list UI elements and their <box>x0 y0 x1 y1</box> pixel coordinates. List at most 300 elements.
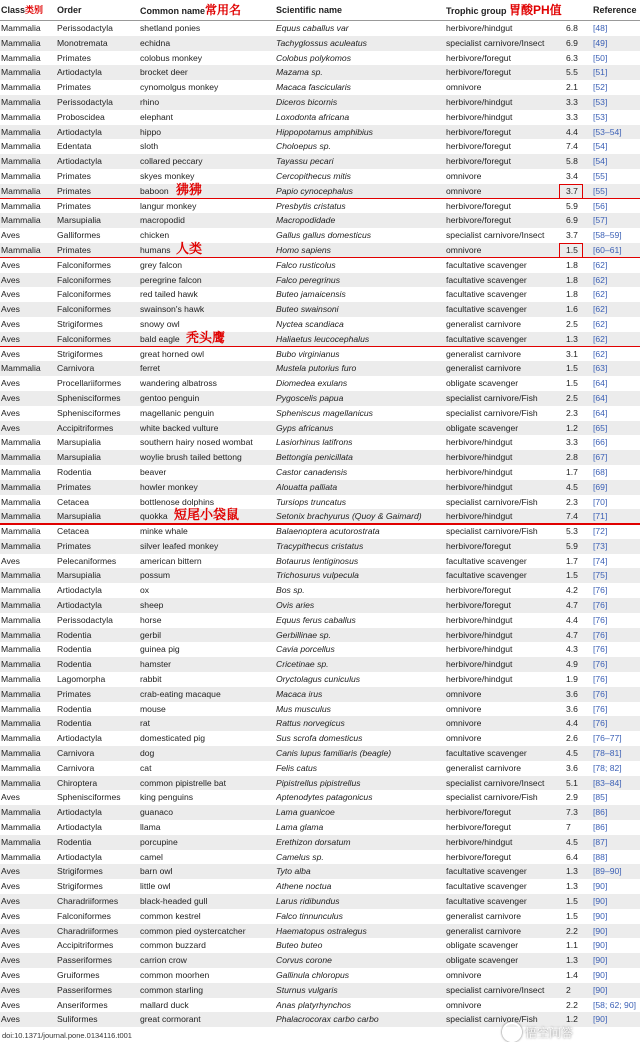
cell-ph: 1.8 <box>566 289 578 300</box>
cell-ph: 3.4 <box>566 170 578 181</box>
cell-common-name: woylie brush tailed bettong <box>140 452 242 463</box>
cell-ph: 1.5 <box>566 896 578 907</box>
cell-common-name: rabbit <box>140 674 162 685</box>
cell-reference[interactable]: [64] <box>593 392 608 403</box>
table-row <box>0 95 640 110</box>
table-row <box>0 302 640 317</box>
cell-reference[interactable]: [56] <box>593 200 608 211</box>
cell-reference[interactable]: [71] <box>593 511 608 522</box>
cell-scientific-name: Bos sp. <box>276 585 305 596</box>
cell-reference[interactable]: [57] <box>593 215 608 226</box>
cell-common-name: beaver <box>140 466 167 477</box>
table-row <box>0 435 640 450</box>
cell-reference[interactable]: [76] <box>593 614 608 625</box>
cell-ph: 6.9 <box>566 215 578 226</box>
cell-class: Aves <box>1 348 20 359</box>
cell-common-name: camel <box>140 851 163 862</box>
cell-order: Rodentia <box>57 629 92 640</box>
cell-class: Mammalia <box>1 141 41 152</box>
cell-trophic-group: facultative scavenger <box>446 748 527 759</box>
cell-order: Pelecaniformes <box>57 555 117 566</box>
cell-common-name: guinea pig <box>140 644 180 655</box>
cell-trophic-group: specialist carnivore/Fish <box>446 792 538 803</box>
cell-order: Accipitriformes <box>57 940 114 951</box>
cell-class: Mammalia <box>1 185 41 196</box>
cell-reference[interactable]: [83–84] <box>593 777 622 788</box>
cell-common-name: howler monkey <box>140 481 198 492</box>
cell-ph: 1.5 <box>566 910 578 921</box>
cell-reference[interactable]: [76] <box>593 644 608 655</box>
cell-reference[interactable]: [90] <box>593 984 608 995</box>
cell-class: Aves <box>1 970 20 980</box>
cell-common-name: sloth <box>140 141 159 152</box>
cell-class: Mammalia <box>1 644 41 655</box>
cell-reference[interactable]: [49] <box>593 37 608 48</box>
cell-reference[interactable]: [68] <box>593 466 608 477</box>
cell-class: Mammalia <box>1 748 41 759</box>
cell-reference[interactable]: [66] <box>593 437 608 448</box>
cell-scientific-name: Spheniscus magellanicus <box>276 407 373 418</box>
cell-reference[interactable]: [50] <box>593 52 608 63</box>
cell-common-name: llama <box>140 822 161 833</box>
cell-class: Aves <box>1 984 20 995</box>
cell-class: Mammalia <box>1 540 41 551</box>
cell-reference[interactable]: [55] <box>593 170 608 181</box>
cell-class: Mammalia <box>1 585 41 596</box>
cell-common-name: horse <box>140 614 162 625</box>
cell-scientific-name: Mazama sp. <box>276 67 323 78</box>
cell-ph: 6.9 <box>566 37 578 48</box>
cell-reference[interactable]: [51] <box>593 67 608 78</box>
cell-reference[interactable]: [72] <box>593 526 608 537</box>
cell-reference[interactable]: [55] <box>593 185 608 196</box>
cell-scientific-name: Macaca irus <box>276 688 323 699</box>
cell-trophic-group: omnivore <box>446 718 482 729</box>
cell-ph: 1.2 <box>566 1014 578 1025</box>
cell-trophic-group: herbivore/hindgut <box>446 466 513 477</box>
table-row <box>0 391 640 406</box>
cell-common-name: magellanic penguin <box>140 407 215 418</box>
cell-class: Mammalia <box>1 674 41 685</box>
cell-common-name: gerbil <box>140 629 162 640</box>
ph-annotation: 胃酸PH值 <box>509 3 562 17</box>
cell-order: Marsupialia <box>57 511 101 522</box>
cell-reference[interactable]: [76] <box>593 688 608 699</box>
cell-reference[interactable]: [89–90] <box>593 866 622 877</box>
cell-reference[interactable]: [52] <box>593 82 608 93</box>
cell-class: Mammalia <box>1 570 41 581</box>
cell-reference[interactable]: [76] <box>593 585 608 596</box>
cell-reference[interactable]: [65] <box>593 422 608 433</box>
cell-common-name: hamster <box>140 659 172 670</box>
cell-ph: 4.4 <box>566 126 578 137</box>
cell-reference[interactable]: [62] <box>593 274 608 285</box>
cell-reference[interactable]: [76] <box>593 659 608 670</box>
class-annotation: 类别 <box>25 5 44 15</box>
cell-reference[interactable]: [58–59] <box>593 230 622 241</box>
cell-ph: 6.4 <box>566 851 578 862</box>
cell-reference[interactable]: [62] <box>593 348 608 359</box>
cell-trophic-group: herbivore/hindgut <box>446 111 513 122</box>
table-row <box>0 51 640 66</box>
cell-order: Artiodactyla <box>57 822 102 833</box>
cell-class: Mammalia <box>1 481 41 492</box>
cell-order: Rodentia <box>57 836 92 847</box>
cell-common-name: ox <box>140 585 150 596</box>
cell-order: Suliformes <box>57 1014 98 1025</box>
cell-trophic-group: omnivore <box>446 970 482 980</box>
cell-common-name: collared peccary <box>140 156 203 167</box>
cell-reference[interactable]: [90] <box>593 940 608 951</box>
cell-trophic-group: facultative scavenger <box>446 304 527 315</box>
cell-reference[interactable]: [78–81] <box>593 748 622 759</box>
cell-reference[interactable]: [53] <box>593 111 608 122</box>
cell-common-name: white backed vulture <box>140 422 219 433</box>
cell-order: Marsupialia <box>57 215 101 226</box>
cell-scientific-name: Botaurus lentiginosus <box>276 555 359 566</box>
table-row <box>0 406 640 421</box>
cell-ph: 4.7 <box>566 600 578 611</box>
cell-order: Marsupialia <box>57 570 101 581</box>
cell-order: Primates <box>57 52 91 63</box>
cell-order: Primates <box>57 688 91 699</box>
cell-reference[interactable]: [64] <box>593 378 608 389</box>
cell-reference[interactable]: [86] <box>593 807 608 818</box>
table-row <box>0 672 640 687</box>
header-order: Order <box>57 5 82 15</box>
cell-trophic-group: herbivore/foregut <box>446 540 511 551</box>
cell-ph: 1.3 <box>566 866 578 877</box>
cell-trophic-group: herbivore/hindgut <box>446 437 513 448</box>
cell-common-name: rhino <box>140 96 160 107</box>
cell-class: Mammalia <box>1 659 41 670</box>
table-row <box>0 938 640 953</box>
cell-ph: 6.8 <box>566 23 578 33</box>
highlight-underline <box>0 198 640 200</box>
cell-trophic-group: generalist carnivore <box>446 363 521 374</box>
table-row <box>0 598 640 613</box>
cell-reference[interactable]: [67] <box>593 452 608 463</box>
cell-trophic-group: herbivore/hindgut <box>446 644 513 655</box>
cell-scientific-name: Bubo virginianus <box>276 348 340 359</box>
cell-trophic-group: generalist carnivore <box>446 762 521 773</box>
cell-scientific-name: Gallinula chloropus <box>276 970 350 980</box>
cell-reference[interactable]: [90] <box>593 881 608 892</box>
cell-common-name: skyes monkey <box>140 170 195 181</box>
cell-reference[interactable]: [90] <box>593 1014 608 1025</box>
table-row <box>0 642 640 657</box>
table-row <box>0 776 640 791</box>
table-row <box>0 80 640 95</box>
cell-order: Marsupialia <box>57 452 101 463</box>
cell-order: Falconiformes <box>57 259 111 270</box>
cell-class: Aves <box>1 1014 20 1025</box>
cell-common-name: great cormorant <box>140 1014 201 1025</box>
table-row <box>0 36 640 51</box>
cell-ph: 2.5 <box>566 318 578 329</box>
cell-reference[interactable]: [48] <box>593 23 608 33</box>
cell-scientific-name: Mus musculus <box>276 703 331 714</box>
cell-order: Artiodactyla <box>57 807 102 818</box>
cell-class: Aves <box>1 866 20 877</box>
cell-ph: 5.3 <box>566 526 578 537</box>
cell-reference[interactable]: [62] <box>593 304 608 315</box>
cell-scientific-name: Canis lupus familiaris (beagle) <box>276 748 392 759</box>
cell-scientific-name: Macaca fascicularis <box>276 82 351 93</box>
cell-common-name: baboon <box>140 185 169 196</box>
cell-scientific-name: Larus ridibundus <box>276 896 340 907</box>
cell-class: Mammalia <box>1 629 41 640</box>
cell-reference[interactable]: [74] <box>593 555 608 566</box>
cell-scientific-name: Sus scrofa domesticus <box>276 733 363 744</box>
cell-reference[interactable]: [76] <box>593 718 608 729</box>
cell-common-name: common moorhen <box>140 970 210 980</box>
cell-scientific-name: Balaenoptera acutorostrata <box>276 526 380 537</box>
table-row <box>0 583 640 598</box>
cell-trophic-group: omnivore <box>446 733 482 744</box>
cell-scientific-name: Buteo buteo <box>276 940 323 951</box>
cell-reference[interactable]: [53] <box>593 96 608 107</box>
cell-common-name: snowy owl <box>140 318 180 329</box>
ph-highlight-box <box>559 243 583 258</box>
cell-reference[interactable]: [54] <box>593 156 608 167</box>
cell-order: Artiodactyla <box>57 67 102 78</box>
cell-common-name: cat <box>140 762 152 773</box>
cell-order: Cetacea <box>57 526 90 537</box>
cell-reference[interactable]: [75] <box>593 570 608 581</box>
cell-ph: 1.1 <box>566 940 578 951</box>
cell-class: Mammalia <box>1 452 41 463</box>
table-row <box>0 746 640 761</box>
cell-scientific-name: Falco peregrinus <box>276 274 341 285</box>
cell-trophic-group: specialist carnivore/Fish <box>446 407 538 418</box>
cell-ph: 6.3 <box>566 52 578 63</box>
cell-class: Mammalia <box>1 496 41 507</box>
cell-reference[interactable]: [64] <box>593 407 608 418</box>
table-row <box>0 716 640 731</box>
table-row <box>0 835 640 850</box>
cell-trophic-group: facultative scavenger <box>446 333 527 344</box>
cell-reference[interactable]: [58; 62; 90] <box>593 999 637 1010</box>
cell-ph: 2.6 <box>566 733 578 744</box>
cell-common-name: sheep <box>140 600 164 611</box>
cell-class: Aves <box>1 940 20 951</box>
cell-class: Mammalia <box>1 52 41 63</box>
cell-common-name: common starling <box>140 984 204 995</box>
cell-trophic-group: specialist carnivore/Fish <box>446 392 538 403</box>
table-row <box>0 805 640 820</box>
table-row <box>0 909 640 924</box>
cell-trophic-group: specialist carnivore/Fish <box>446 1014 538 1025</box>
header-scientific-name: Scientific name <box>276 5 343 15</box>
cell-order: Rodentia <box>57 703 92 714</box>
cell-reference[interactable]: [53–54] <box>593 126 622 137</box>
cell-reference[interactable]: [73] <box>593 540 608 551</box>
cell-class: Mammalia <box>1 733 41 744</box>
cell-ph: 7 <box>566 822 571 833</box>
table-row <box>0 181 640 199</box>
cell-ph: 1.9 <box>566 674 578 685</box>
cell-scientific-name: Buteo swainsoni <box>276 304 339 315</box>
cell-ph: 4.7 <box>566 629 578 640</box>
table-row <box>0 213 640 228</box>
cell-class: Mammalia <box>1 718 41 729</box>
cell-common-name: ferret <box>140 363 161 374</box>
cell-common-name: mallard duck <box>140 999 189 1010</box>
cell-scientific-name: Cavia porcellus <box>276 644 335 655</box>
cell-trophic-group: herbivore/hindgut <box>446 629 513 640</box>
table-row <box>0 568 640 583</box>
annotation-baboon: 狒狒 <box>176 181 203 197</box>
cell-scientific-name: Cercopithecus mitis <box>276 170 351 181</box>
cell-reference[interactable]: [76] <box>593 703 608 714</box>
cell-ph: 4.5 <box>566 481 578 492</box>
table-row <box>0 894 640 909</box>
cell-class: Mammalia <box>1 111 41 122</box>
cell-reference[interactable]: [54] <box>593 141 608 152</box>
cell-scientific-name: Bettongia penicillata <box>276 452 353 463</box>
table-row <box>0 495 640 510</box>
cell-order: Chiroptera <box>57 777 98 788</box>
cell-ph: 4.5 <box>566 748 578 759</box>
cell-order: Sphenisciformes <box>57 407 121 418</box>
cell-common-name: crab-eating macaque <box>140 688 221 699</box>
cell-order: Strigiformes <box>57 318 103 329</box>
cell-common-name: little owl <box>140 881 171 892</box>
cell-ph: 3.3 <box>566 437 578 448</box>
cell-class: Aves <box>1 318 20 329</box>
cell-trophic-group: facultative scavenger <box>446 274 527 285</box>
cell-reference[interactable]: [90] <box>593 955 608 966</box>
cell-ph: 1.3 <box>566 333 578 344</box>
cell-order: Primates <box>57 481 91 492</box>
cell-order: Artiodactyla <box>57 585 102 596</box>
cell-reference[interactable]: [76] <box>593 600 608 611</box>
table-row <box>0 687 640 702</box>
cell-reference[interactable]: [90] <box>593 910 608 921</box>
cell-common-name: peregrine falcon <box>140 274 202 285</box>
cell-order: Rodentia <box>57 644 92 655</box>
cell-common-name: cynomolgus monkey <box>140 82 219 93</box>
table-row <box>0 21 640 36</box>
cell-trophic-group: facultative scavenger <box>446 555 527 566</box>
cell-common-name: brocket deer <box>140 67 188 78</box>
cell-ph: 4.2 <box>566 585 578 596</box>
cell-ph: 4.3 <box>566 644 578 655</box>
cell-class: Mammalia <box>1 614 41 625</box>
cell-order: Accipitriformes <box>57 422 114 433</box>
cell-trophic-group: omnivore <box>446 82 482 93</box>
cell-class: Aves <box>1 274 20 285</box>
table-row <box>0 228 640 243</box>
cell-ph: 3.7 <box>566 185 578 196</box>
cell-reference[interactable]: [85] <box>593 792 608 803</box>
cell-order: Perissodactyla <box>57 96 113 107</box>
cell-scientific-name: Equus caballus var <box>276 23 349 33</box>
cell-scientific-name: Trichosurus vulpecula <box>276 570 359 581</box>
cell-scientific-name: Haliaetus leucocephalus <box>276 333 370 344</box>
cell-reference[interactable]: [87] <box>593 836 608 847</box>
cell-reference[interactable]: [88] <box>593 851 608 862</box>
cell-class: Aves <box>1 555 20 566</box>
table-row <box>0 953 640 968</box>
cell-scientific-name: Setonix brachyurus (Quoy & Gaimard) <box>276 511 422 522</box>
cell-trophic-group: omnivore <box>446 170 482 181</box>
cell-reference[interactable]: [86] <box>593 822 608 833</box>
table-row <box>0 169 640 184</box>
cell-ph: 1.5 <box>566 363 578 374</box>
doi-footer: doi:10.1371/journal.pone.0134116.t001 <box>2 1031 132 1040</box>
cell-order: Lagomorpha <box>57 674 106 685</box>
cell-reference[interactable]: [62] <box>593 333 608 344</box>
cell-ph: 1.7 <box>566 555 578 566</box>
cell-order: Rodentia <box>57 659 92 670</box>
table-row <box>0 628 640 643</box>
cell-reference[interactable]: [90] <box>593 970 608 980</box>
cell-class: Aves <box>1 999 20 1010</box>
cell-reference[interactable]: [62] <box>593 259 608 270</box>
cell-trophic-group: generalist carnivore <box>446 348 521 359</box>
cell-common-name: colobus monkey <box>140 52 203 63</box>
cell-ph: 2.3 <box>566 496 578 507</box>
highlight-underline <box>0 346 640 348</box>
cell-reference[interactable]: [62] <box>593 289 608 300</box>
cell-common-name: carrion crow <box>140 955 187 966</box>
table-row <box>0 329 640 347</box>
table-row <box>0 421 640 436</box>
cell-reference[interactable]: [63] <box>593 363 608 374</box>
cell-scientific-name: Sturnus vulgaris <box>276 984 338 995</box>
cell-ph: 4.5 <box>566 836 578 847</box>
cell-trophic-group: herbivore/foregut <box>446 200 511 211</box>
table-row <box>0 125 640 140</box>
table-row <box>0 273 640 288</box>
cell-scientific-name: Gallus gallus domesticus <box>276 230 372 241</box>
cell-reference[interactable]: [62] <box>593 318 608 329</box>
cell-class: Mammalia <box>1 762 41 773</box>
cell-scientific-name: Tachyglossus aculeatus <box>276 37 367 48</box>
cell-ph: 2.9 <box>566 792 578 803</box>
cell-trophic-group: herbivore/foregut <box>446 52 511 63</box>
cell-scientific-name: Anas platyrhynchos <box>276 999 351 1010</box>
cell-order: Marsupialia <box>57 437 101 448</box>
cell-ph: 7.3 <box>566 807 578 818</box>
cell-scientific-name: Camelus sp. <box>276 851 324 862</box>
cell-scientific-name: Oryctolagus cuniculus <box>276 674 361 685</box>
cell-order: Primates <box>57 200 91 211</box>
cell-class: Mammalia <box>1 511 41 522</box>
cell-reference[interactable]: [60–61] <box>593 244 622 255</box>
cell-scientific-name: Diceros bicornis <box>276 96 338 107</box>
cell-reference[interactable]: [76–77] <box>593 733 622 744</box>
cell-reference[interactable]: [90] <box>593 896 608 907</box>
cell-reference[interactable]: [76] <box>593 629 608 640</box>
cell-ph: 7.4 <box>566 141 578 152</box>
highlight-underline <box>0 523 640 525</box>
cell-trophic-group: herbivore/hindgut <box>446 674 513 685</box>
table-row <box>0 554 640 569</box>
cell-ph: 2 <box>566 984 571 995</box>
cell-scientific-name: Ovis aries <box>276 600 315 611</box>
cell-reference[interactable]: [90] <box>593 925 608 936</box>
cell-reference[interactable]: [70] <box>593 496 608 507</box>
table-row <box>0 110 640 125</box>
cell-ph: 1.2 <box>566 422 578 433</box>
cell-reference[interactable]: [78; 82] <box>593 762 622 773</box>
cell-reference[interactable]: [76] <box>593 674 608 685</box>
cell-reference[interactable]: [69] <box>593 481 608 492</box>
cell-common-name: red tailed hawk <box>140 289 198 300</box>
